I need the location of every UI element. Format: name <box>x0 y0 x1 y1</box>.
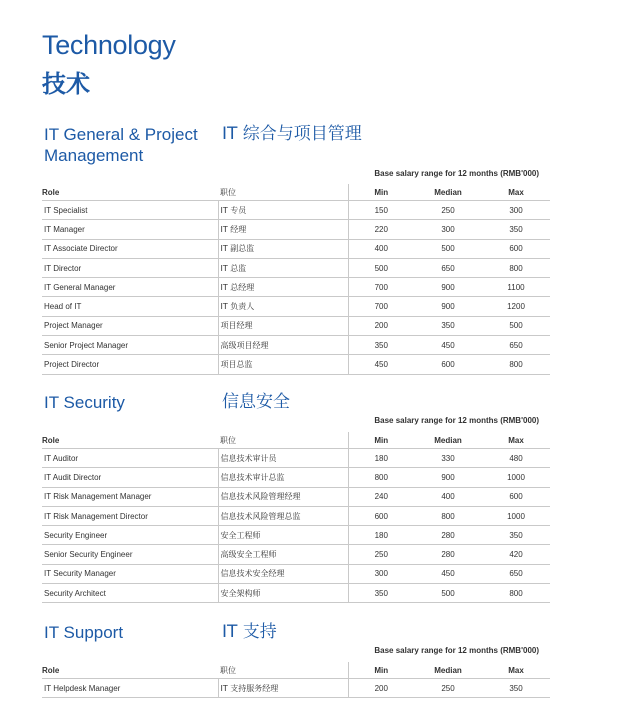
table-row <box>42 258 550 277</box>
max-cell: 800 <box>482 584 550 603</box>
median-cell: 350 <box>414 316 482 335</box>
min-cell: 240 <box>348 487 414 506</box>
max-cell: 1000 <box>482 468 550 487</box>
header-role: Role <box>42 184 218 201</box>
table-row <box>42 584 550 603</box>
max-cell: 350 <box>482 679 550 698</box>
min-cell: 500 <box>348 258 414 277</box>
role-cell: IT Risk Management Director <box>42 506 218 525</box>
max-cell: 600 <box>482 239 550 258</box>
page-title-chinese: 技术 <box>42 70 90 98</box>
median-cell: 800 <box>414 506 482 525</box>
role-chinese-cell: IT 总监 <box>218 258 348 277</box>
min-cell: 400 <box>348 239 414 258</box>
min-cell: 250 <box>348 545 414 564</box>
median-cell: 500 <box>414 584 482 603</box>
table-header-row <box>42 432 550 449</box>
median-cell: 280 <box>414 526 482 545</box>
max-cell: 650 <box>482 564 550 583</box>
role-chinese-cell: IT 副总监 <box>218 239 348 258</box>
median-cell: 330 <box>414 449 482 468</box>
role-chinese-cell: IT 专员 <box>218 201 348 220</box>
role-chinese-cell: 信息技术审计员 <box>218 449 348 468</box>
max-cell: 800 <box>482 258 550 277</box>
median-cell: 280 <box>414 545 482 564</box>
salary-table <box>42 662 550 698</box>
table-row <box>42 526 550 545</box>
max-cell: 300 <box>482 201 550 220</box>
min-cell: 200 <box>348 316 414 335</box>
min-cell: 150 <box>348 201 414 220</box>
median-cell: 400 <box>414 487 482 506</box>
salary-caption: Base salary range for 12 months (RMB'000) <box>374 169 539 178</box>
table-row <box>42 449 550 468</box>
role-cell: IT Manager <box>42 220 218 239</box>
table-row <box>42 487 550 506</box>
table-row <box>42 336 550 355</box>
max-cell: 1000 <box>482 506 550 525</box>
table-row <box>42 201 550 220</box>
median-cell: 900 <box>414 278 482 297</box>
table-row <box>42 239 550 258</box>
role-cell: IT Auditor <box>42 449 218 468</box>
header-median: Median <box>414 184 482 201</box>
table-header-row <box>42 184 550 201</box>
table-row <box>42 545 550 564</box>
header-role-chinese: 职位 <box>218 432 348 449</box>
max-cell: 1200 <box>482 297 550 316</box>
role-cell: Project Manager <box>42 316 218 335</box>
role-chinese-cell: 高级安全工程师 <box>218 545 348 564</box>
role-cell: IT Associate Director <box>42 239 218 258</box>
role-chinese-cell: 信息技术审计总监 <box>218 468 348 487</box>
header-max: Max <box>482 432 550 449</box>
max-cell: 350 <box>482 220 550 239</box>
role-chinese-cell: 安全工程师 <box>218 526 348 545</box>
header-role: Role <box>42 662 218 679</box>
min-cell: 200 <box>348 679 414 698</box>
role-cell: IT Specialist <box>42 201 218 220</box>
section-title: IT Security <box>44 393 125 412</box>
min-cell: 180 <box>348 526 414 545</box>
role-chinese-cell: 信息技术风险管理经理 <box>218 487 348 506</box>
min-cell: 800 <box>348 468 414 487</box>
section-it-general <box>42 124 550 370</box>
header-median: Median <box>414 432 482 449</box>
section-title-chinese: IT 支持 <box>222 622 277 642</box>
salary-table <box>42 432 550 603</box>
role-cell: IT Audit Director <box>42 468 218 487</box>
min-cell: 350 <box>348 584 414 603</box>
page-title: Technology <box>42 30 176 60</box>
role-cell: IT General Manager <box>42 278 218 297</box>
header-min: Min <box>348 432 414 449</box>
max-cell: 650 <box>482 336 550 355</box>
role-chinese-cell: 信息技术安全经理 <box>218 564 348 583</box>
table-row <box>42 679 550 698</box>
role-cell: Project Director <box>42 355 218 374</box>
salary-caption: Base salary range for 12 months (RMB'000) <box>374 416 539 425</box>
median-cell: 900 <box>414 468 482 487</box>
header-role-chinese: 职位 <box>218 662 348 679</box>
header-max: Max <box>482 184 550 201</box>
salary-table <box>42 184 550 375</box>
header-min: Min <box>348 662 414 679</box>
role-chinese-cell: 信息技术风险管理总监 <box>218 506 348 525</box>
table-row <box>42 297 550 316</box>
role-cell: Senior Security Engineer <box>42 545 218 564</box>
table-row <box>42 316 550 335</box>
max-cell: 600 <box>482 487 550 506</box>
role-cell: Head of IT <box>42 297 218 316</box>
salary-caption: Base salary range for 12 months (RMB'000) <box>374 646 539 655</box>
table-header-row <box>42 662 550 679</box>
median-cell: 250 <box>414 679 482 698</box>
role-cell: IT Helpdesk Manager <box>42 679 218 698</box>
min-cell: 220 <box>348 220 414 239</box>
table-row <box>42 564 550 583</box>
header-max: Max <box>482 662 550 679</box>
role-chinese-cell: IT 负责人 <box>218 297 348 316</box>
median-cell: 250 <box>414 201 482 220</box>
role-chinese-cell: 高级项目经理 <box>218 336 348 355</box>
section-title: IT General & Project Management <box>44 125 198 165</box>
min-cell: 180 <box>348 449 414 468</box>
role-chinese-cell: IT 总经理 <box>218 278 348 297</box>
min-cell: 700 <box>348 297 414 316</box>
median-cell: 900 <box>414 297 482 316</box>
max-cell: 500 <box>482 316 550 335</box>
min-cell: 450 <box>348 355 414 374</box>
median-cell: 450 <box>414 564 482 583</box>
header-median: Median <box>414 662 482 679</box>
header-min: Min <box>348 184 414 201</box>
median-cell: 500 <box>414 239 482 258</box>
role-cell: Senior Project Manager <box>42 336 218 355</box>
header-role: Role <box>42 432 218 449</box>
role-chinese-cell: IT 经理 <box>218 220 348 239</box>
header-role-chinese: 职位 <box>218 184 348 201</box>
section-it-support <box>42 622 550 693</box>
section-it-security <box>42 392 550 598</box>
role-chinese-cell: 项目经理 <box>218 316 348 335</box>
section-title: IT Support <box>44 623 124 642</box>
min-cell: 600 <box>348 506 414 525</box>
max-cell: 350 <box>482 526 550 545</box>
median-cell: 300 <box>414 220 482 239</box>
table-row <box>42 468 550 487</box>
role-chinese-cell: 安全架构师 <box>218 584 348 603</box>
role-cell: IT Risk Management Manager <box>42 487 218 506</box>
max-cell: 1100 <box>482 278 550 297</box>
role-cell: IT Director <box>42 258 218 277</box>
table-row <box>42 355 550 374</box>
role-cell: Security Architect <box>42 584 218 603</box>
table-row <box>42 506 550 525</box>
min-cell: 350 <box>348 336 414 355</box>
role-chinese-cell: 项目总监 <box>218 355 348 374</box>
median-cell: 650 <box>414 258 482 277</box>
section-title-chinese: 信息安全 <box>222 392 290 412</box>
table-row <box>42 220 550 239</box>
section-title-chinese: IT 综合与项目管理 <box>222 124 362 144</box>
median-cell: 450 <box>414 336 482 355</box>
max-cell: 800 <box>482 355 550 374</box>
min-cell: 700 <box>348 278 414 297</box>
role-chinese-cell: IT 支持服务经理 <box>218 679 348 698</box>
table-row <box>42 278 550 297</box>
median-cell: 600 <box>414 355 482 374</box>
role-cell: IT Security Manager <box>42 564 218 583</box>
max-cell: 480 <box>482 449 550 468</box>
min-cell: 300 <box>348 564 414 583</box>
max-cell: 420 <box>482 545 550 564</box>
role-cell: Security Engineer <box>42 526 218 545</box>
